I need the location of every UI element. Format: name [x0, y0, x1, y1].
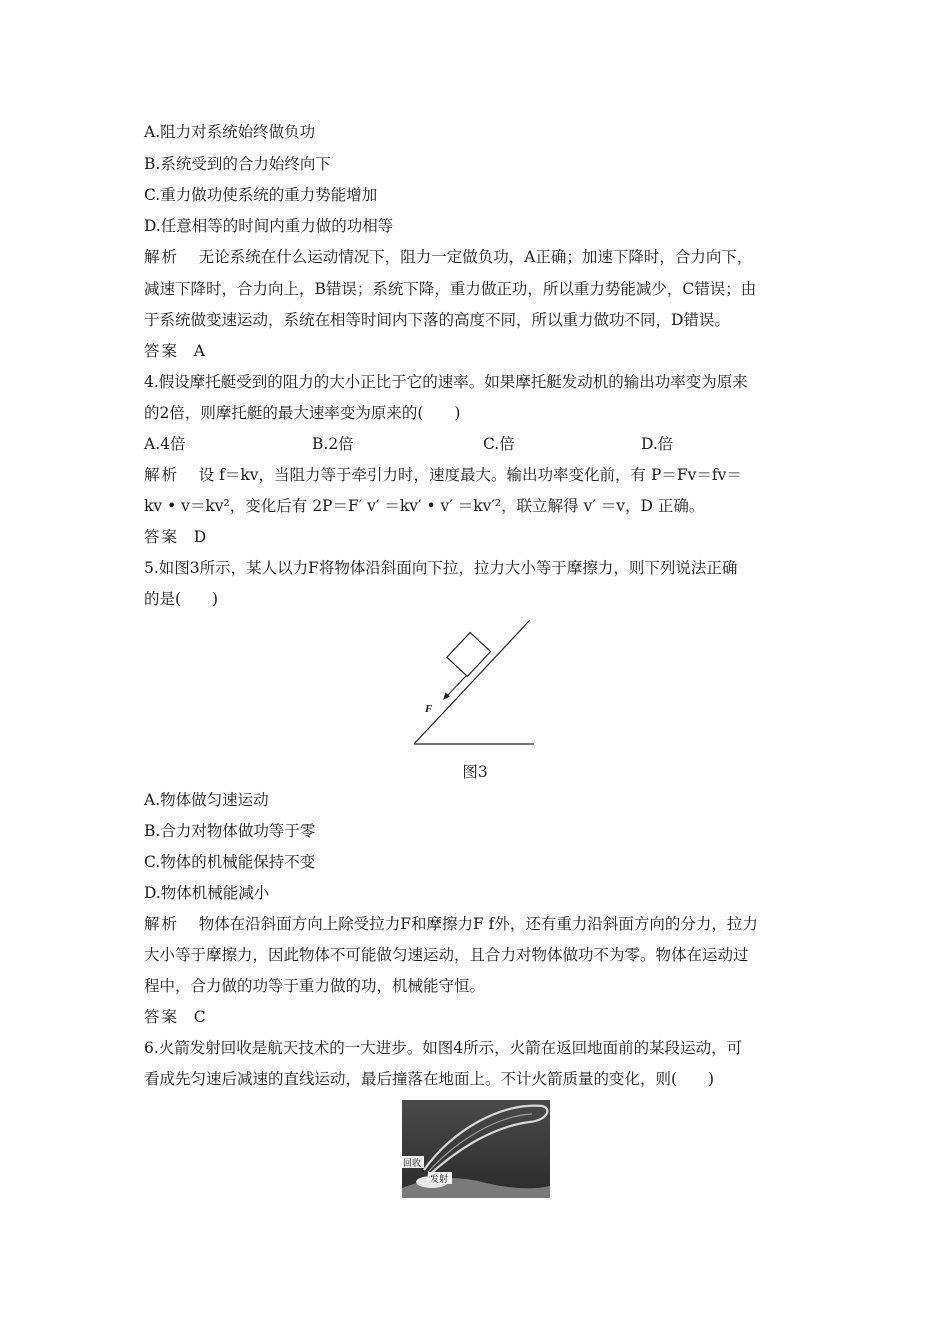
analysis-text: 物体在沿斜面方向上除受拉力F和摩擦力F f外，还有重力沿斜面方向的分力，拉力 — [198, 915, 758, 933]
analysis-text: 无论系统在什么运动情况下，阻力一定做负功，A正确；加速下降时，合力向下， — [198, 248, 753, 266]
q5-analysis-line-2: 大小等于摩擦力，因此物体不可能做匀速运动，且合力对物体做功不为零。物体在运动过 — [144, 946, 749, 964]
q4-answer — [144, 527, 206, 547]
incline-figure — [408, 616, 540, 750]
q3-analysis-line-1 — [144, 247, 752, 267]
answer-value: D — [193, 528, 207, 546]
q5-stem-line-1: 5.如图3所示，某人以力F将物体沿斜面向下拉，拉力大小等于摩擦力，则下列说法正确 — [144, 559, 738, 577]
q5-option-b: B.合力对物体做功等于零 — [144, 822, 316, 840]
q3-answer — [144, 341, 205, 361]
q3-option-b: B.系统受到的合力始终向下 — [144, 155, 331, 173]
q4-option-b: B.2倍 — [312, 435, 354, 453]
q5-option-a: A.物体做匀速运动 — [144, 791, 269, 809]
q4-analysis-line-2: kv • v＝kv²，变化后有 2P＝F′ v′ ＝kv′ • v′ ＝kv′²，联立解得 v′ ＝v，D 正确。 — [144, 497, 705, 515]
q3-analysis-line-3: 于系统做变速运动，系统在相等时间内下落的高度不同，所以重力做功不同，D错误。 — [144, 311, 730, 329]
q5-answer — [144, 1007, 206, 1027]
q3-analysis-line-2: 减速下降时，合力向上，B错误；系统下降，重力做正功，所以重力势能减少，C错误；由 — [144, 280, 757, 298]
answer-label: 答案 — [144, 528, 180, 546]
q5-option-c: C.物体的机械能保持不变 — [144, 853, 316, 871]
analysis-label: 解析 — [144, 248, 180, 266]
answer-value: C — [193, 1008, 206, 1026]
q5-analysis-line-3: 程中，合力做的功等于重力做的功，机械能守恒。 — [144, 977, 486, 995]
q5-option-d: D.物体机械能减小 — [144, 884, 270, 902]
analysis-label: 解析 — [144, 466, 180, 484]
q5-stem-line-2: 的是( ) — [144, 590, 219, 608]
force-arrow — [446, 676, 466, 697]
q4-stem-line-2: 的2倍，则摩托艇的最大速率变为原来的( ) — [144, 404, 461, 422]
rocket-photo — [402, 1100, 550, 1198]
answer-label: 答案 — [144, 1008, 180, 1026]
q4-stem-line-1: 4.假设摩托艇受到的阻力的大小正比于它的速率。如果摩托艇发动机的输出功率变为原来 — [144, 373, 748, 391]
force-label: F — [425, 703, 433, 715]
q4-option-a: A.4倍 — [144, 435, 186, 453]
q6-stem-line-1: 6.火箭发射回收是航天技术的一大进步。如图4所示，火箭在返回地面前的某段运动，可 — [144, 1039, 743, 1057]
figure-3-caption: 图3 — [462, 763, 488, 781]
launch-label: 发射 — [430, 1174, 449, 1184]
q5-analysis-line-1 — [144, 914, 758, 934]
q3-option-d: D.任意相等的时间内重力做的功相等 — [144, 217, 394, 235]
q3-option-c: C.重力做功使系统的重力势能增加 — [144, 186, 378, 204]
analysis-label: 解析 — [144, 915, 180, 933]
q3-option-a: A.阻力对系统始终做负功 — [144, 123, 316, 141]
answer-value: A — [193, 342, 205, 360]
q4-option-c: C.倍 — [483, 435, 515, 453]
analysis-text: 设 f＝kv，当阻力等于牵引力时，速度最大。输出功率变化前，有 P＝Fv＝fv＝ — [198, 466, 742, 484]
recover-label: 回收 — [403, 1158, 422, 1168]
q4-analysis-line-1 — [144, 465, 742, 485]
answer-label: 答案 — [144, 342, 180, 360]
q4-option-d: D.倍 — [641, 435, 674, 453]
q6-stem-line-2: 看成先匀速后减速的直线运动，最后撞落在地面上。不计火箭质量的变化，则( ) — [144, 1070, 715, 1088]
